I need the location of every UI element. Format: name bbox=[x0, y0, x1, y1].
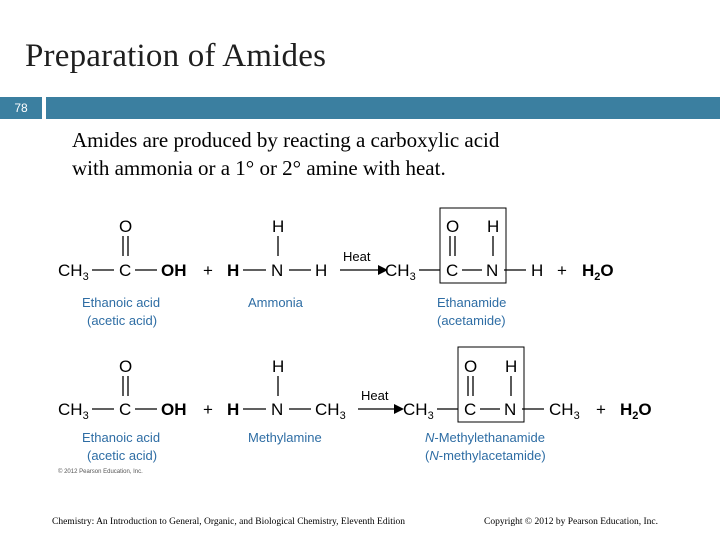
r2-plus-2: + bbox=[596, 400, 606, 419]
r1-amide-name: Ethanamide bbox=[437, 295, 507, 310]
r1-oh: OH bbox=[161, 261, 187, 280]
r2-nitrogen: N bbox=[271, 400, 284, 419]
r2-water: $H_2O$ bbox=[620, 400, 652, 422]
r1-amide-common: (acetamide) bbox=[437, 313, 506, 328]
reaction-1 bbox=[58, 208, 614, 328]
r2-plus-1: + bbox=[203, 400, 213, 419]
footer-copyright: Copyright © 2012 by Pearson Education, Inc. bbox=[484, 517, 658, 527]
r2-carbon: C bbox=[119, 400, 132, 419]
r1-prod-ch3: $CH_3$ bbox=[385, 261, 416, 283]
r2-acid-common: (acetic acid) bbox=[87, 448, 158, 463]
r1-heat-label: Heat bbox=[343, 249, 371, 264]
r1-prod-h-top: H bbox=[487, 217, 500, 236]
r1-plus-1: + bbox=[203, 261, 213, 280]
body-line-2: with ammonia or a 1° or 2° amine with heat. bbox=[72, 156, 446, 180]
r1-prod-n: N bbox=[486, 261, 499, 280]
body-line-1: Amides are produced by reacting a carboxylic acid bbox=[72, 128, 500, 152]
r1-ch3: $CH_3$ bbox=[58, 261, 89, 283]
r2-ch3-right: $CH_3$ bbox=[315, 400, 346, 422]
slide-number: 78 bbox=[0, 97, 42, 119]
r1-carbon: C bbox=[119, 261, 132, 280]
r2-amide-common: (N-methylacetamide) bbox=[425, 448, 546, 463]
r1-carbonyl-o: O bbox=[119, 217, 133, 236]
r1-acid-name: Ethanoic acid bbox=[82, 295, 161, 310]
r1-h-right: H bbox=[315, 261, 328, 280]
r2-prod-h-top: H bbox=[505, 357, 518, 376]
reaction-2 bbox=[58, 347, 652, 463]
slide-title: Preparation of Amides bbox=[25, 38, 327, 74]
r2-prod-ch3-right: $CH_3$ bbox=[549, 400, 580, 422]
r2-prod-c: C bbox=[464, 400, 477, 419]
r2-amine-top-h: H bbox=[272, 357, 285, 376]
r1-prod-o: O bbox=[446, 217, 460, 236]
r2-carbonyl-o: O bbox=[119, 357, 133, 376]
r1-nitrogen: N bbox=[271, 261, 284, 280]
r1-amine-name: Ammonia bbox=[248, 295, 303, 310]
r1-plus-2: + bbox=[557, 261, 567, 280]
r2-prod-ch3: $CH_3$ bbox=[403, 400, 434, 422]
r2-heat-label: Heat bbox=[361, 388, 389, 403]
r1-amine-top-h: H bbox=[272, 217, 285, 236]
r1-acid-common: (acetic acid) bbox=[87, 313, 158, 328]
r2-h-left: H bbox=[227, 400, 240, 419]
r2-prod-n: N bbox=[504, 400, 517, 419]
r1-water: $H_2O$ bbox=[582, 261, 614, 283]
r2-amine-name: Methylamine bbox=[248, 430, 322, 445]
footer-book-title: Chemistry: An Introduction to General, Organic, and Biological Chemistry, Eleventh Edition bbox=[52, 517, 406, 527]
r1-h-left: H bbox=[227, 261, 240, 280]
r2-amide-name: N-Methylethanamide bbox=[425, 430, 545, 445]
r2-oh: OH bbox=[161, 400, 187, 419]
r1-prod-h: H bbox=[531, 261, 544, 280]
r2-ch3: $CH_3$ bbox=[58, 400, 89, 422]
r2-acid-name: Ethanoic acid bbox=[82, 430, 161, 445]
image-credit: © 2012 Pearson Education, Inc. bbox=[58, 469, 143, 475]
r1-prod-c: C bbox=[446, 261, 459, 280]
r2-prod-o: O bbox=[464, 357, 478, 376]
